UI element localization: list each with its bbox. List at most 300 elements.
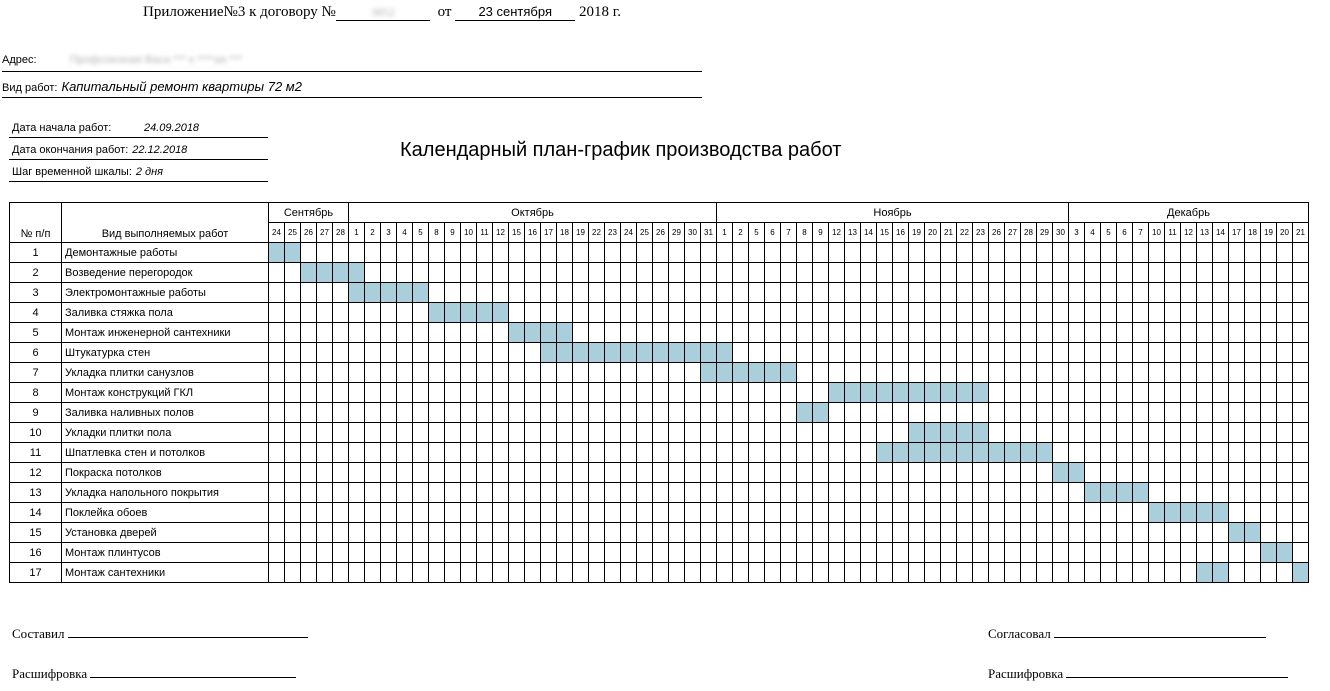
gantt-cell	[557, 403, 573, 423]
gantt-cell	[301, 543, 317, 563]
gantt-cell	[317, 543, 333, 563]
gantt-cell	[1037, 563, 1053, 583]
gantt-cell	[765, 563, 781, 583]
table-row	[10, 323, 1309, 343]
day-header: 7	[1133, 223, 1149, 243]
gantt-bar-cell	[1261, 543, 1277, 563]
gantt-cell	[269, 403, 285, 423]
gantt-cell	[397, 343, 413, 363]
gantt-cell	[1165, 463, 1181, 483]
gantt-cell	[829, 303, 845, 323]
gantt-cell	[397, 503, 413, 523]
gantt-cell	[781, 483, 797, 503]
gantt-cell	[429, 563, 445, 583]
gantt-cell	[941, 503, 957, 523]
gantt-cell	[1229, 483, 1245, 503]
gantt-cell	[493, 383, 509, 403]
start-date-label: Дата начала работ:	[12, 122, 112, 134]
gantt-cell	[557, 243, 573, 263]
gantt-cell	[1021, 343, 1037, 363]
gantt-cell	[1261, 243, 1277, 263]
gantt-cell	[429, 543, 445, 563]
gantt-cell	[813, 443, 829, 463]
day-header: 29	[669, 223, 685, 243]
gantt-cell	[1037, 303, 1053, 323]
gantt-cell	[781, 303, 797, 323]
gantt-cell	[1133, 343, 1149, 363]
gantt-cell	[941, 543, 957, 563]
gantt-cell	[909, 363, 925, 383]
gantt-cell	[829, 523, 845, 543]
gantt-bar-cell	[1197, 563, 1213, 583]
gantt-cell	[477, 563, 493, 583]
gantt-cell	[413, 383, 429, 403]
gantt-cell	[301, 303, 317, 323]
gantt-cell	[893, 303, 909, 323]
table-row	[10, 443, 1309, 463]
gantt-cell	[717, 383, 733, 403]
gantt-bar-cell	[1005, 443, 1021, 463]
gantt-cell	[781, 383, 797, 403]
gantt-cell	[493, 503, 509, 523]
gantt-cell	[1021, 523, 1037, 543]
gantt-cell	[621, 423, 637, 443]
gantt-cell	[909, 243, 925, 263]
gantt-bar-cell	[1101, 483, 1117, 503]
gantt-cell	[525, 243, 541, 263]
gantt-cell	[269, 423, 285, 443]
gantt-cell	[765, 403, 781, 423]
row-number: 5	[10, 323, 62, 343]
gantt-cell	[797, 263, 813, 283]
gantt-cell	[541, 463, 557, 483]
gantt-cell	[1181, 483, 1197, 503]
year-label: 2018 г.	[578, 4, 621, 20]
gantt-cell	[637, 263, 653, 283]
gantt-cell	[1165, 283, 1181, 303]
gantt-cell	[1133, 323, 1149, 343]
gantt-cell	[461, 503, 477, 523]
gantt-cell	[301, 243, 317, 263]
gantt-cell	[285, 363, 301, 383]
gantt-cell	[1053, 403, 1069, 423]
gantt-cell	[877, 483, 893, 503]
gantt-cell	[733, 323, 749, 343]
gantt-cell	[765, 463, 781, 483]
gantt-cell	[781, 523, 797, 543]
gantt-cell	[1101, 563, 1117, 583]
gantt-cell	[1085, 563, 1101, 583]
gantt-cell	[1229, 383, 1245, 403]
gantt-cell	[1261, 303, 1277, 323]
gantt-cell	[1293, 243, 1309, 263]
gantt-cell	[1053, 383, 1069, 403]
gantt-cell	[573, 323, 589, 343]
gantt-cell	[1069, 383, 1085, 403]
day-header: 10	[1149, 223, 1165, 243]
gantt-cell	[1149, 483, 1165, 503]
gantt-cell	[653, 563, 669, 583]
work-name: Укладка плитки санузлов	[62, 363, 269, 383]
gantt-cell	[445, 503, 461, 523]
gantt-cell	[877, 363, 893, 383]
gantt-bar-cell	[861, 383, 877, 403]
gantt-cell	[397, 303, 413, 323]
gantt-cell	[653, 443, 669, 463]
gantt-cell	[765, 383, 781, 403]
gantt-cell	[1085, 463, 1101, 483]
gantt-bar-cell	[957, 443, 973, 463]
gantt-cell	[989, 363, 1005, 383]
gantt-cell	[717, 463, 733, 483]
gantt-cell	[397, 543, 413, 563]
gantt-cell	[1085, 443, 1101, 463]
gantt-cell	[1213, 243, 1229, 263]
table-row	[10, 283, 1309, 303]
gantt-cell	[1069, 503, 1085, 523]
table-row	[10, 383, 1309, 403]
work-name: Монтаж конструкций ГКЛ	[62, 383, 269, 403]
gantt-cell	[1133, 303, 1149, 323]
gantt-cell	[1037, 503, 1053, 523]
gantt-bar-cell	[957, 423, 973, 443]
gantt-cell	[813, 463, 829, 483]
gantt-bar-cell	[1245, 523, 1261, 543]
work-name: Покраска потолков	[62, 463, 269, 483]
gantt-cell	[797, 543, 813, 563]
gantt-cell	[573, 563, 589, 583]
decode-left-label: Расшифровка	[12, 666, 88, 681]
gantt-cell	[781, 243, 797, 263]
gantt-cell	[845, 323, 861, 343]
gantt-bar-cell	[381, 283, 397, 303]
gantt-cell	[301, 503, 317, 523]
gantt-cell	[829, 363, 845, 383]
gantt-cell	[893, 403, 909, 423]
gantt-cell	[637, 363, 653, 383]
day-header: 22	[957, 223, 973, 243]
gantt-cell	[285, 443, 301, 463]
gantt-bar-cell	[525, 323, 541, 343]
gantt-cell	[1181, 403, 1197, 423]
gantt-cell	[893, 343, 909, 363]
gantt-cell	[733, 463, 749, 483]
gantt-cell	[1069, 523, 1085, 543]
gantt-cell	[1133, 363, 1149, 383]
gantt-bar-cell	[557, 343, 573, 363]
table-row	[10, 523, 1309, 543]
gantt-cell	[861, 263, 877, 283]
gantt-cell	[461, 423, 477, 443]
table-row	[10, 543, 1309, 563]
gantt-cell	[1229, 343, 1245, 363]
day-header: 26	[653, 223, 669, 243]
gantt-cell	[365, 383, 381, 403]
gantt-cell	[957, 543, 973, 563]
gantt-cell	[1101, 503, 1117, 523]
gantt-cell	[973, 323, 989, 343]
gantt-cell	[765, 303, 781, 323]
gantt-cell	[989, 543, 1005, 563]
day-header: 11	[477, 223, 493, 243]
gantt-bar-cell	[349, 263, 365, 283]
row-number: 4	[10, 303, 62, 323]
gantt-cell	[589, 483, 605, 503]
day-header: 19	[1261, 223, 1277, 243]
gantt-cell	[1133, 463, 1149, 483]
gantt-cell	[813, 303, 829, 323]
from-label: от	[437, 4, 452, 20]
gantt-bar-cell	[941, 383, 957, 403]
gantt-cell	[589, 363, 605, 383]
gantt-cell	[845, 283, 861, 303]
gantt-cell	[765, 543, 781, 563]
gantt-cell	[957, 303, 973, 323]
gantt-cell	[413, 463, 429, 483]
gantt-cell	[589, 543, 605, 563]
gantt-cell	[461, 463, 477, 483]
gantt-cell	[829, 243, 845, 263]
gantt-cell	[317, 243, 333, 263]
gantt-cell	[973, 363, 989, 383]
gantt-cell	[1277, 263, 1293, 283]
gantt-cell	[1277, 423, 1293, 443]
gantt-cell	[957, 483, 973, 503]
gantt-cell	[941, 343, 957, 363]
address-label: Адрес:	[2, 54, 37, 66]
gantt-cell	[1197, 343, 1213, 363]
gantt-cell	[637, 423, 653, 443]
gantt-cell	[317, 303, 333, 323]
gantt-cell	[653, 543, 669, 563]
gantt-cell	[1229, 283, 1245, 303]
day-header: 31	[701, 223, 717, 243]
gantt-cell	[989, 423, 1005, 443]
gantt-cell	[1149, 523, 1165, 543]
day-header: 11	[1165, 223, 1181, 243]
gantt-cell	[1133, 503, 1149, 523]
gantt-cell	[445, 423, 461, 443]
gantt-cell	[477, 523, 493, 543]
gantt-cell	[525, 363, 541, 383]
gantt-cell	[397, 483, 413, 503]
gantt-cell	[573, 503, 589, 523]
day-header: 28	[1021, 223, 1037, 243]
gantt-cell	[1165, 443, 1181, 463]
gantt-cell	[829, 443, 845, 463]
gantt-cell	[669, 563, 685, 583]
gantt-cell	[685, 263, 701, 283]
gantt-cell	[509, 543, 525, 563]
gantt-cell	[1245, 383, 1261, 403]
gantt-cell	[381, 363, 397, 383]
gantt-cell	[1037, 323, 1053, 343]
gantt-cell	[893, 483, 909, 503]
gantt-cell	[301, 463, 317, 483]
gantt-cell	[925, 523, 941, 543]
gantt-cell	[1165, 243, 1181, 263]
decode-right-row	[988, 665, 1288, 682]
gantt-cell	[333, 423, 349, 443]
gantt-cell	[1245, 483, 1261, 503]
gantt-cell	[333, 543, 349, 563]
gantt-cell	[1261, 443, 1277, 463]
gantt-cell	[605, 503, 621, 523]
gantt-cell	[1149, 243, 1165, 263]
row-number: 16	[10, 543, 62, 563]
gantt-cell	[397, 523, 413, 543]
gantt-cell	[381, 423, 397, 443]
gantt-cell	[1245, 463, 1261, 483]
gantt-cell	[1005, 283, 1021, 303]
gantt-cell	[1277, 283, 1293, 303]
gantt-cell	[557, 523, 573, 543]
gantt-cell	[909, 323, 925, 343]
gantt-cell	[557, 303, 573, 323]
gantt-cell	[1117, 563, 1133, 583]
gantt-cell	[1293, 523, 1309, 543]
gantt-cell	[413, 323, 429, 343]
gantt-cell	[1133, 543, 1149, 563]
gantt-cell	[733, 443, 749, 463]
gantt-cell	[493, 463, 509, 483]
gantt-cell	[813, 363, 829, 383]
gantt-cell	[1213, 543, 1229, 563]
gantt-cell	[493, 363, 509, 383]
gantt-cell	[685, 563, 701, 583]
gantt-cell	[733, 423, 749, 443]
gantt-cell	[509, 523, 525, 543]
gantt-cell	[765, 443, 781, 463]
gantt-bar-cell	[269, 243, 285, 263]
gantt-cell	[1245, 303, 1261, 323]
gantt-cell	[1037, 363, 1053, 383]
gantt-bar-cell	[701, 343, 717, 363]
gantt-cell	[1197, 263, 1213, 283]
gantt-cell	[781, 403, 797, 423]
gantt-bar-cell	[909, 443, 925, 463]
gantt-cell	[1037, 343, 1053, 363]
gantt-cell	[477, 423, 493, 443]
work-name: Заливка стяжка пола	[62, 303, 269, 323]
gantt-cell	[589, 283, 605, 303]
gantt-cell	[637, 243, 653, 263]
table-row	[10, 463, 1309, 483]
gantt-cell	[1261, 343, 1277, 363]
day-header: 5	[413, 223, 429, 243]
contract-date-field: 23 сентября	[455, 4, 575, 21]
gantt-cell	[829, 423, 845, 443]
gantt-cell	[813, 503, 829, 523]
gantt-cell	[1197, 543, 1213, 563]
gantt-cell	[1021, 503, 1037, 523]
gantt-cell	[1149, 383, 1165, 403]
gantt-cell	[941, 263, 957, 283]
gantt-cell	[749, 543, 765, 563]
gantt-cell	[397, 323, 413, 343]
day-header: 10	[461, 223, 477, 243]
gantt-bar-cell	[685, 343, 701, 363]
gantt-cell	[365, 523, 381, 543]
gantt-cell	[1053, 523, 1069, 543]
gantt-cell	[445, 263, 461, 283]
gantt-cell	[701, 523, 717, 543]
gantt-cell	[765, 503, 781, 523]
gantt-cell	[1005, 363, 1021, 383]
gantt-cell	[541, 563, 557, 583]
gantt-bar-cell	[557, 323, 573, 343]
compiled-by-line	[68, 625, 308, 638]
approved-by-line	[1054, 625, 1266, 638]
gantt-cell	[1085, 423, 1101, 443]
gantt-cell	[893, 323, 909, 343]
gantt-cell	[1149, 463, 1165, 483]
gantt-cell	[381, 323, 397, 343]
gantt-cell	[285, 343, 301, 363]
gantt-cell	[925, 343, 941, 363]
gantt-cell	[861, 563, 877, 583]
gantt-cell	[669, 523, 685, 543]
gantt-cell	[1229, 323, 1245, 343]
gantt-cell	[1101, 363, 1117, 383]
gantt-cell	[685, 423, 701, 443]
gantt-cell	[477, 363, 493, 383]
gantt-cell	[1245, 283, 1261, 303]
gantt-cell	[1293, 443, 1309, 463]
gantt-cell	[269, 283, 285, 303]
day-header: 1	[717, 223, 733, 243]
gantt-cell	[317, 363, 333, 383]
gantt-cell	[861, 463, 877, 483]
gantt-cell	[1261, 323, 1277, 343]
gantt-cell	[1117, 543, 1133, 563]
gantt-bar-cell	[893, 383, 909, 403]
gantt-cell	[413, 303, 429, 323]
gantt-cell	[941, 523, 957, 543]
gantt-cell	[381, 403, 397, 423]
gantt-cell	[461, 443, 477, 463]
compiled-by-label: Составил	[12, 626, 65, 641]
gantt-cell	[845, 243, 861, 263]
gantt-cell	[1245, 363, 1261, 383]
gantt-cell	[861, 283, 877, 303]
gantt-cell	[749, 263, 765, 283]
gantt-bar-cell	[429, 303, 445, 323]
gantt-cell	[1293, 323, 1309, 343]
day-header: 2	[365, 223, 381, 243]
gantt-cell	[909, 403, 925, 423]
gantt-bar-cell	[877, 443, 893, 463]
gantt-cell	[765, 283, 781, 303]
work-name: Укладки плитки пола	[62, 423, 269, 443]
row-number: 2	[10, 263, 62, 283]
gantt-cell	[269, 323, 285, 343]
gantt-cell	[637, 543, 653, 563]
gantt-cell	[317, 423, 333, 443]
gantt-cell	[589, 383, 605, 403]
gantt-cell	[1229, 443, 1245, 463]
gantt-cell	[957, 283, 973, 303]
gantt-cell	[1229, 463, 1245, 483]
gantt-cell	[749, 283, 765, 303]
gantt-cell	[861, 543, 877, 563]
gantt-cell	[605, 383, 621, 403]
gantt-cell	[669, 263, 685, 283]
gantt-cell	[861, 303, 877, 323]
gantt-cell	[909, 263, 925, 283]
gantt-cell	[621, 263, 637, 283]
gantt-cell	[1261, 463, 1277, 483]
